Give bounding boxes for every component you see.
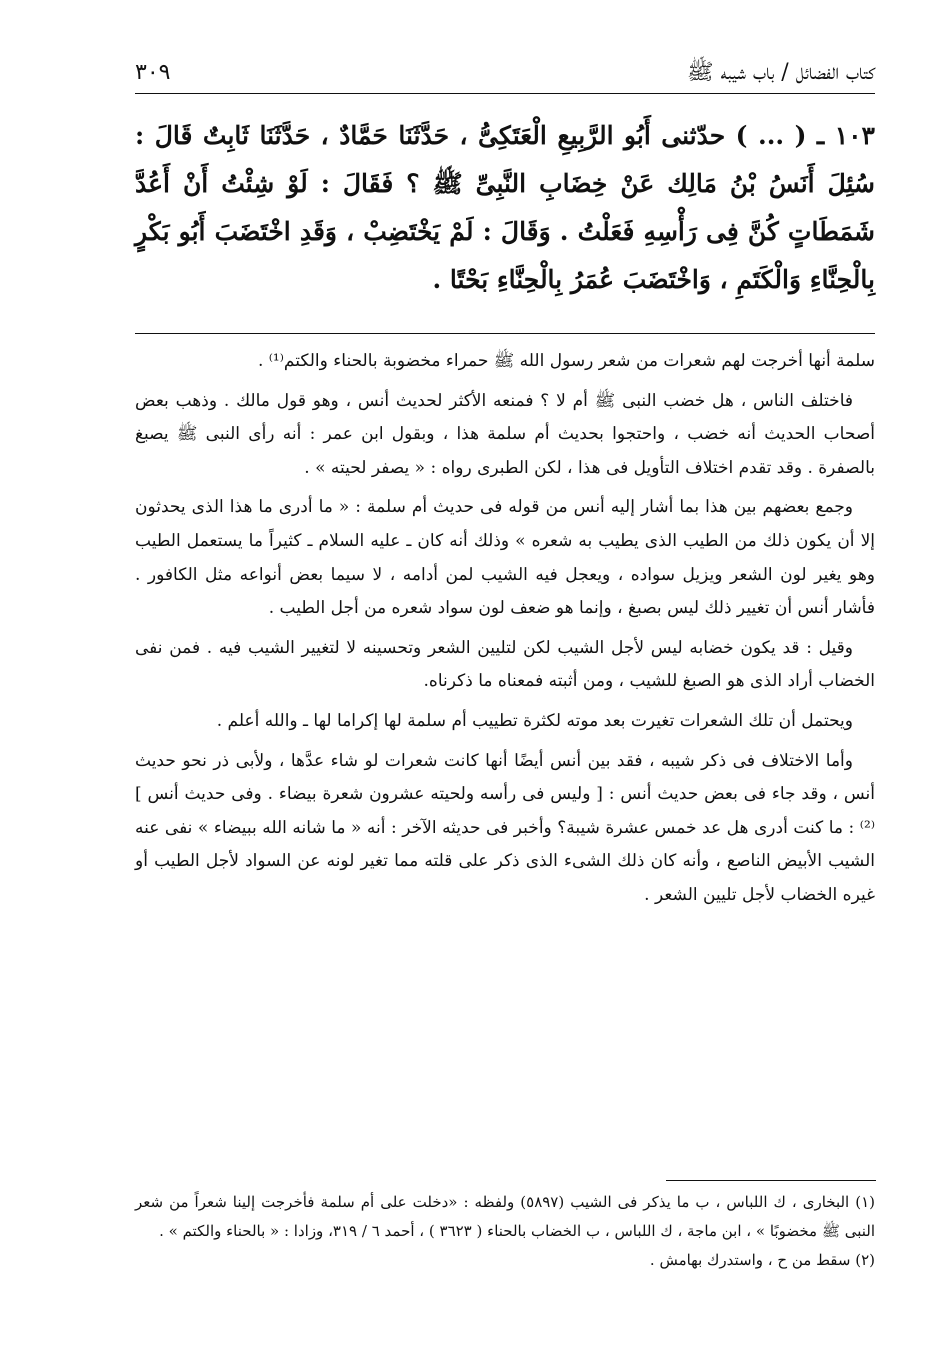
- commentary-paragraph: وأما الاختلاف فى ذكر شيبه ، فقد بين أنس أيضًا أنها كانت شعرات لو شاء عدَّها ، ولأبى ذر نحو حديث أنس ، وقد جاء فى بعض حديث أنس : [ وليس فى رأسه ولحيته عشرون شعرة بيضاء . وفى حديث أنس ] ⁽²⁾ : ما كنت أدرى هل عد خمس عشرة شيبة؟ وأخبر فى حديثه الآخر : أنه « ما شانه الله ببيضاء » نفى عنه الشيب الأبيض الناصع ، وأنه كان ذلك الشىء الذى ذكر على قلته مما تغير لونه عن السواد لأجل الطيب أو غيره الخضاب لأجل تليين الشعر .: [135, 750, 875, 905]
- text-separator: [135, 333, 875, 334]
- header-rule: [135, 93, 875, 94]
- commentary-paragraph: سلمة أنها أخرجت لهم شعرات من شعر رسول الله ﷺ حمراء مخضوبة بالحناء والكتم⁽¹⁾ .: [257, 351, 875, 371]
- footnote: (١) البخارى ، ك اللباس ، ب ما يذكر فى الشيب (٥٨٩٧) ولفظه : «دخلت على أم سلمة فأخرجت إلينا شعراً من شعر النبى ﷺ مخضوبًا » ، ابن ماجة ، ك اللباس ، ب الخضاب بالحناء ( ٣٦٢٣ ) ، أحمد ٦ / ٣١٩، وزادا : « بالحناء والكتم » .: [135, 1193, 875, 1240]
- commentary-paragraph: وقيل : قد يكون خضابه ليس لأجل الشيب لكن لتليين الشعر وتحسينه لا لتغيير الشيب فيه . فمن نفى الخضاب أراد الذى هو الصبغ للشيب ، ومن أثبته فمعناه ما ذكرناه.: [135, 637, 875, 692]
- chapter-title: كتاب الفضائل / باب شيبه ﷺ: [687, 60, 875, 85]
- hadith-text: ١٠٣ ـ ( ... ) حدّثنى أَبُو الرَّبِيعِ الْعَتَكِىُّ ، حَدَّثَنَا حَمَّادٌ ، حَدَّثَنَا ثَابِتٌ قَالَ : سُئِلَ أَنَسُ بْنُ مَالِك عَنْ خِضَابِ النَّبِىِّ ﷺ ؟ فَقَالَ : لَوْ شِئْتُ أَنْ أَعُدَّ شَمَطَاتٍ كُنَّ فِى رَأْسِهِ فَعَلْتُ . وَقَالَ : لَمْ يَخْتَضِبْ ، وَقَدِ اخْتَضَبَ أَبُو بَكْرٍ بِالْحِنَّاءِ وَالْكَتَمِ ، وَاخْتَضَبَ عُمَرُ بِالْحِنَّاءِ بَحْتًا .: [135, 121, 875, 294]
- commentary-paragraph: وجمع بعضهم بين هذا بما أشار إليه أنس من قوله فى حديث أم سلمة : « ما أدرى ما هذا الذى يحدثون إلا أن يكون ذلك من الطيب الذى يطيب به شعره » وذلك أنه كان ـ عليه السلام ـ كثيراً ما يستعمل الطيب وهو يغير لون الشعر ويزيل سواده ، ويعجل فيه الشيب لمن أدامه ، لا سيما بعض أنواعه مثل الكافور . فأشار أنس أن تغيير ذلك ليس بصبغ ، وإنما هو ضعف لون سواد شعره من أجل الطيب .: [135, 497, 875, 619]
- footnote: (٢) سقط من ح ، واستدرك بهامش .: [649, 1251, 875, 1269]
- commentary: [135, 345, 875, 919]
- running-header: [135, 58, 875, 92]
- page-number: ٣٠٩: [135, 60, 171, 85]
- footnote-rule: [666, 1180, 876, 1181]
- footnotes: [135, 1188, 875, 1275]
- commentary-paragraph: ويحتمل أن تلك الشعرات تغيرت بعد موته لكثرة تطييب أم سلمة لها إكراما لها ـ والله أعلم .: [216, 710, 853, 731]
- commentary-paragraph: فاختلف الناس ، هل خضب النبى ﷺ أم لا ؟ فمنعه الأكثر لحديث أنس ، وهو قول مالك . وذهب بعض أصحاب الحديث أنه خضب ، واحتجوا بحديث أم سلمة هذا ، وبقول ابن عمر : أنه رأى النبى ﷺ يصبغ بالصفرة . وقد تقدم اختلاف التأويل فى هذا ، لكن الطبرى رواه : « يصفر لحيته » .: [135, 390, 875, 478]
